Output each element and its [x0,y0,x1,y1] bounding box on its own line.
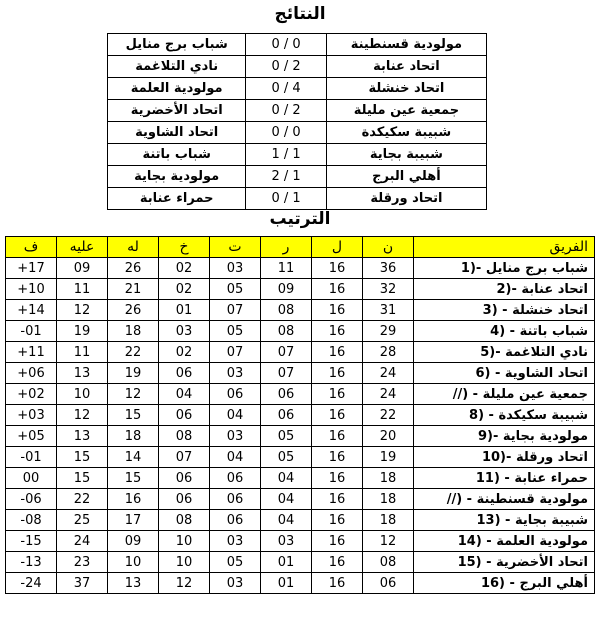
standings-lost: 02 [159,342,210,363]
standings-ga: 19 [57,321,108,342]
standings-gf: 16 [108,489,159,510]
result-score: 0 / 4 [246,78,326,100]
result-away: شباب برج منايل [108,34,246,56]
result-row [108,78,487,100]
standings-lost: 04 [159,384,210,405]
standings-row [6,489,595,510]
standings-ga: 09 [57,258,108,279]
standings-row [6,426,595,447]
standings-gf: 13 [108,573,159,594]
standings-drawn: 07 [210,300,261,321]
standings-lost: 10 [159,531,210,552]
standings-drawn: 07 [210,342,261,363]
standings-won: 01 [261,573,312,594]
standings-header-row [6,237,595,258]
standings-won: 06 [261,384,312,405]
standings-gf: 15 [108,405,159,426]
standings-pts: 12 [363,531,414,552]
standings-won: 07 [261,363,312,384]
header-won: ر [261,237,312,258]
standings-row [6,552,595,573]
standings-team: 9)- مولودية بجاية [414,426,595,447]
standings-won: 08 [261,321,312,342]
result-home: جمعية عين مليلة [326,100,486,122]
standings-row [6,573,595,594]
standings-pts: 32 [363,279,414,300]
standings-pts: 36 [363,258,414,279]
standings-lost: 08 [159,510,210,531]
standings-played: 16 [312,531,363,552]
standings-drawn: 04 [210,405,261,426]
standings-pts: 18 [363,468,414,489]
result-score: 0 / 0 [246,122,326,144]
standings-pts: 18 [363,510,414,531]
standings-won: 05 [261,447,312,468]
standings-lost: 06 [159,405,210,426]
standings-team: 3) - اتحاد خنشلة [414,300,595,321]
standings-won: 04 [261,510,312,531]
standings-drawn: 06 [210,468,261,489]
standings-pts: 20 [363,426,414,447]
standings-team: 14) - مولودية العلمة [414,531,595,552]
result-score: 0 / 2 [246,56,326,78]
standings-played: 16 [312,510,363,531]
result-away: اتحاد الأخضرية [108,100,246,122]
standings-played: 16 [312,258,363,279]
standings-ga: 12 [57,405,108,426]
standings-played: 16 [312,405,363,426]
standings-row [6,300,595,321]
result-row [108,56,487,78]
result-row [108,188,487,210]
standings-pts: 19 [363,447,414,468]
standings-played: 16 [312,573,363,594]
standings-row [6,321,595,342]
standings-gd: 00 [6,468,57,489]
standings-ga: 10 [57,384,108,405]
standings-played: 16 [312,468,363,489]
result-home: اتحاد ورقلة [326,188,486,210]
standings-ga: 15 [57,447,108,468]
standings-gf: 15 [108,468,159,489]
result-row [108,144,487,166]
standings-won: 03 [261,531,312,552]
standings-pts: 31 [363,300,414,321]
result-home: شبيبة سكيكدة [326,122,486,144]
result-score: 2 / 1 [246,166,326,188]
standings-team: 1)- شباب برج منايل [414,258,595,279]
standings-team: 10)- اتحاد ورقلة [414,447,595,468]
result-home: مولودية قسنطينة [326,34,486,56]
standings-ga: 13 [57,363,108,384]
standings-won: 04 [261,489,312,510]
standings-ga: 23 [57,552,108,573]
standings-gf: 14 [108,447,159,468]
header-gd: ف [6,237,57,258]
standings-played: 16 [312,384,363,405]
standings-gd: +06 [6,363,57,384]
standings-won: 06 [261,405,312,426]
standings-lost: 07 [159,447,210,468]
standings-team: //) - جمعية عين مليلة [414,384,595,405]
standings-row [6,447,595,468]
standings-lost: 02 [159,279,210,300]
result-home: أهلي البرج [326,166,486,188]
standings-drawn: 03 [210,258,261,279]
result-score: 0 / 0 [246,34,326,56]
standings-ga: 11 [57,279,108,300]
standings-team: 15) - اتحاد الأخضرية [414,552,595,573]
result-row [108,100,487,122]
standings-lost: 01 [159,300,210,321]
standings-team: 2)- اتحاد عنابة [414,279,595,300]
results-table [107,33,487,210]
standings-row [6,468,595,489]
standings-row [6,531,595,552]
standings-played: 16 [312,363,363,384]
standings-lost: 06 [159,363,210,384]
header-ga: عليه [57,237,108,258]
standings-lost: 10 [159,552,210,573]
result-away: اتحاد الشاوية [108,122,246,144]
header-drawn: ت [210,237,261,258]
standings-team: 16) - أهلي البرج [414,573,595,594]
standings-won: 08 [261,300,312,321]
standings-gf: 26 [108,258,159,279]
standings-row [6,405,595,426]
standings-team: 13) - شبيبة بجاية [414,510,595,531]
standings-ga: 13 [57,426,108,447]
standings-gd: +05 [6,426,57,447]
standings-lost: 06 [159,489,210,510]
standings-gd: +11 [6,342,57,363]
standings-ga: 37 [57,573,108,594]
standings-ga: 12 [57,300,108,321]
standings-played: 16 [312,300,363,321]
standings-row [6,363,595,384]
standings-won: 09 [261,279,312,300]
standings-row [6,342,595,363]
standings-gf: 12 [108,384,159,405]
standings-team: 8) - شبيبة سكيكدة [414,405,595,426]
standings-pts: 22 [363,405,414,426]
standings-gd: -01 [6,321,57,342]
standings-gd: +14 [6,300,57,321]
standings-row [6,279,595,300]
result-score: 0 / 1 [246,188,326,210]
standings-lost: 06 [159,468,210,489]
result-score: 0 / 2 [246,100,326,122]
header-lost: خ [159,237,210,258]
standings-pts: 24 [363,363,414,384]
standings-team: 5)- نادي التلاغمة [414,342,595,363]
standings-pts: 18 [363,489,414,510]
standings-gd: -24 [6,573,57,594]
standings-title: الترتيب [269,209,331,229]
results-title: النتائج [274,4,326,24]
standings-drawn: 03 [210,531,261,552]
standings-gf: 22 [108,342,159,363]
standings-gf: 21 [108,279,159,300]
standings-gd: +03 [6,405,57,426]
standings-played: 16 [312,447,363,468]
standings-played: 16 [312,342,363,363]
header-played: ل [312,237,363,258]
standings-ga: 11 [57,342,108,363]
result-away: شباب باتنة [108,144,246,166]
standings-team: 6) - اتحاد الشاوية [414,363,595,384]
standings-drawn: 03 [210,426,261,447]
header-team: الفريق [414,237,595,258]
result-home: اتحاد عنابة [326,56,486,78]
standings-team: 4) - شباب باتنة [414,321,595,342]
standings-gd: -13 [6,552,57,573]
standings-row [6,384,595,405]
standings-drawn: 06 [210,489,261,510]
standings-pts: 29 [363,321,414,342]
standings-won: 01 [261,552,312,573]
standings-drawn: 03 [210,573,261,594]
standings-gd: +10 [6,279,57,300]
standings-played: 16 [312,321,363,342]
standings-lost: 12 [159,573,210,594]
result-home: شبيبة بجاية [326,144,486,166]
result-row [108,166,487,188]
result-away: مولودية العلمة [108,78,246,100]
standings-drawn: 03 [210,363,261,384]
standings-won: 07 [261,342,312,363]
standings-gf: 18 [108,426,159,447]
standings-drawn: 06 [210,510,261,531]
standings-ga: 24 [57,531,108,552]
result-home: اتحاد خنشلة [326,78,486,100]
standings-row [6,510,595,531]
standings-lost: 08 [159,426,210,447]
result-away: حمراء عنابة [108,188,246,210]
standings-table [5,236,595,594]
standings-ga: 25 [57,510,108,531]
standings-won: 05 [261,426,312,447]
standings-gf: 09 [108,531,159,552]
result-away: مولودية بجاية [108,166,246,188]
standings-drawn: 05 [210,279,261,300]
standings-ga: 15 [57,468,108,489]
standings-gd: -01 [6,447,57,468]
standings-gd: -06 [6,489,57,510]
standings-played: 16 [312,489,363,510]
result-row [108,34,487,56]
standings-lost: 03 [159,321,210,342]
standings-gf: 10 [108,552,159,573]
header-pts: ن [363,237,414,258]
standings-team: 11) - حمراء عنابة [414,468,595,489]
standings-pts: 24 [363,384,414,405]
standings-won: 04 [261,468,312,489]
result-away: نادي التلاغمة [108,56,246,78]
standings-pts: 28 [363,342,414,363]
standings-row [6,258,595,279]
standings-drawn: 04 [210,447,261,468]
standings-gd: +17 [6,258,57,279]
standings-gd: -15 [6,531,57,552]
standings-drawn: 05 [210,321,261,342]
standings-gf: 26 [108,300,159,321]
standings-pts: 06 [363,573,414,594]
standings-pts: 08 [363,552,414,573]
standings-drawn: 05 [210,552,261,573]
standings-gf: 17 [108,510,159,531]
standings-drawn: 06 [210,384,261,405]
standings-played: 16 [312,552,363,573]
standings-team: //) - مولودية قسنطينة [414,489,595,510]
header-gf: له [108,237,159,258]
standings-won: 11 [261,258,312,279]
standings-gd: -08 [6,510,57,531]
standings-gf: 19 [108,363,159,384]
result-score: 1 / 1 [246,144,326,166]
standings-gf: 18 [108,321,159,342]
result-row [108,122,487,144]
standings-lost: 02 [159,258,210,279]
standings-played: 16 [312,426,363,447]
standings-gd: +02 [6,384,57,405]
standings-ga: 22 [57,489,108,510]
standings-played: 16 [312,279,363,300]
